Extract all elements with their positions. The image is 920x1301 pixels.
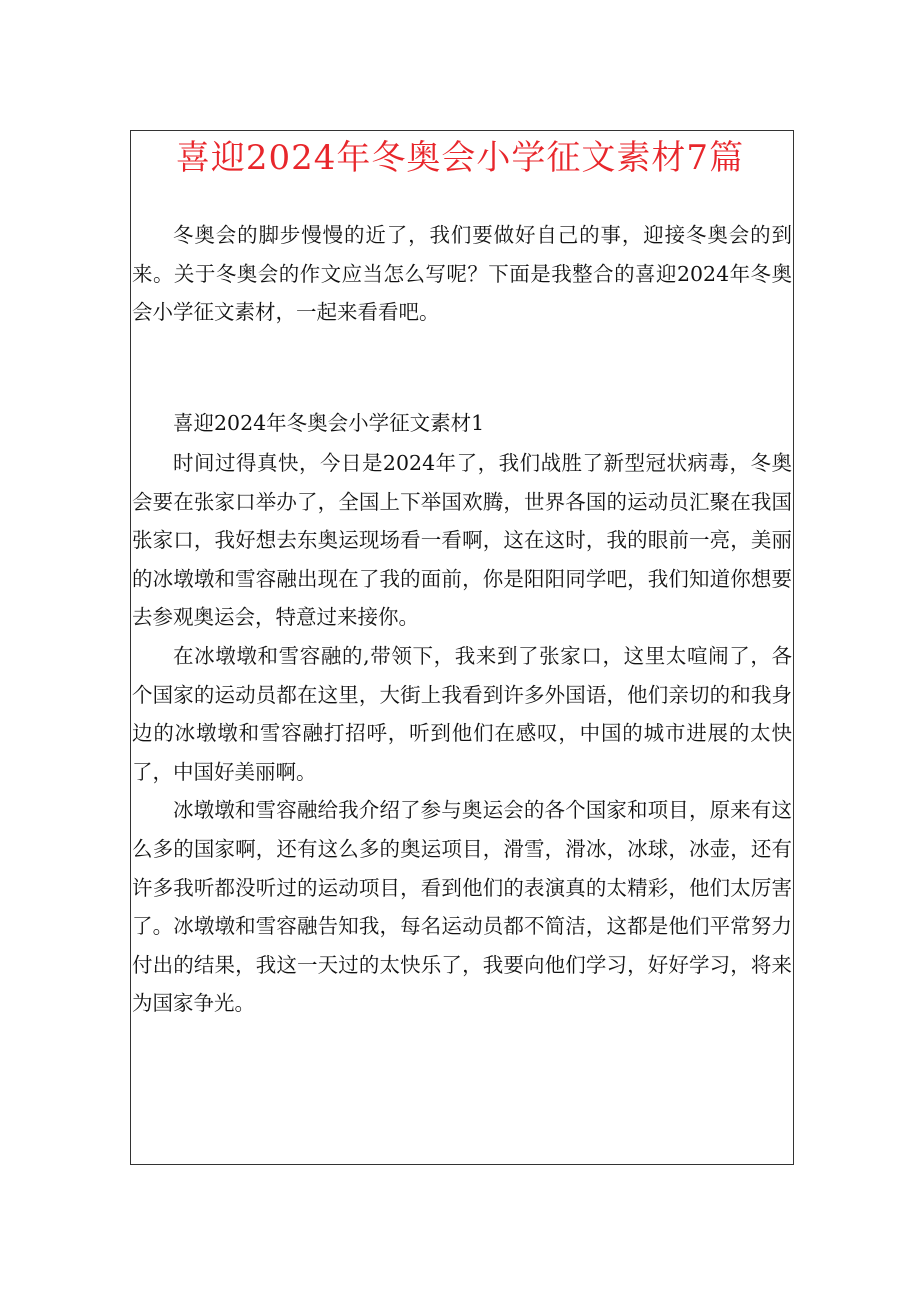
intro-paragraph: 冬奥会的脚步慢慢的近了，我们要做好自己的事，迎接冬奥会的到来。关于冬奥会的作文应当怎么写呢？下面是我整合的喜迎2024年冬奥会小学征文素材，一起来看看吧。 <box>132 223 792 325</box>
section-heading: 喜迎2024年冬奥会小学征文素材1 <box>173 411 485 435</box>
intro-block <box>132 216 792 332</box>
essay-paragraph-2: 在冰墩墩和雪容融的,带领下，我来到了张家口，这里太喧闹了，各个国家的运动员都在这里，大街上我看到许多外国语，他们亲切的和我身边的冰墩墩和雪容融打招呼，听到他们在感叹，中国的城市进展的太快了，中国好美丽啊。 <box>132 643 792 784</box>
essay-paragraph-1: 时间过得真快，今日是2024年了，我们战胜了新型冠状病毒，冬奥会要在张家口举办了，全国上下举国欢腾，世界各国的运动员汇聚在我国张家口，我好想去东奥运现场看一看啊，这在这时，我的眼前一亮，美丽的冰墩墩和雪容融出现在了我的面前，你是阳阳同学吧，我们知道你想要去参观奥运会，特意过来接你。 <box>132 451 792 630</box>
document-title: 喜迎2024年冬奥会小学征文素材7篇 <box>175 138 745 178</box>
essay-paragraph-3: 冰墩墩和雪容融给我介绍了参与奥运会的各个国家和项目，原来有这么多的国家啊，还有这么多的奥运项目，滑雪，滑冰，冰球，冰壶，还有许多我听都没听过的运动项目，看到他们的表演真的太精彩，他们太厉害了。冰墩墩和雪容融告知我，每名运动员都不简洁，这都是他们平常努力付出的结果，我这一天过的太快乐了，我要向他们学习，好好学习，将来为国家争光。 <box>132 798 792 1016</box>
essay-body <box>132 444 792 1023</box>
